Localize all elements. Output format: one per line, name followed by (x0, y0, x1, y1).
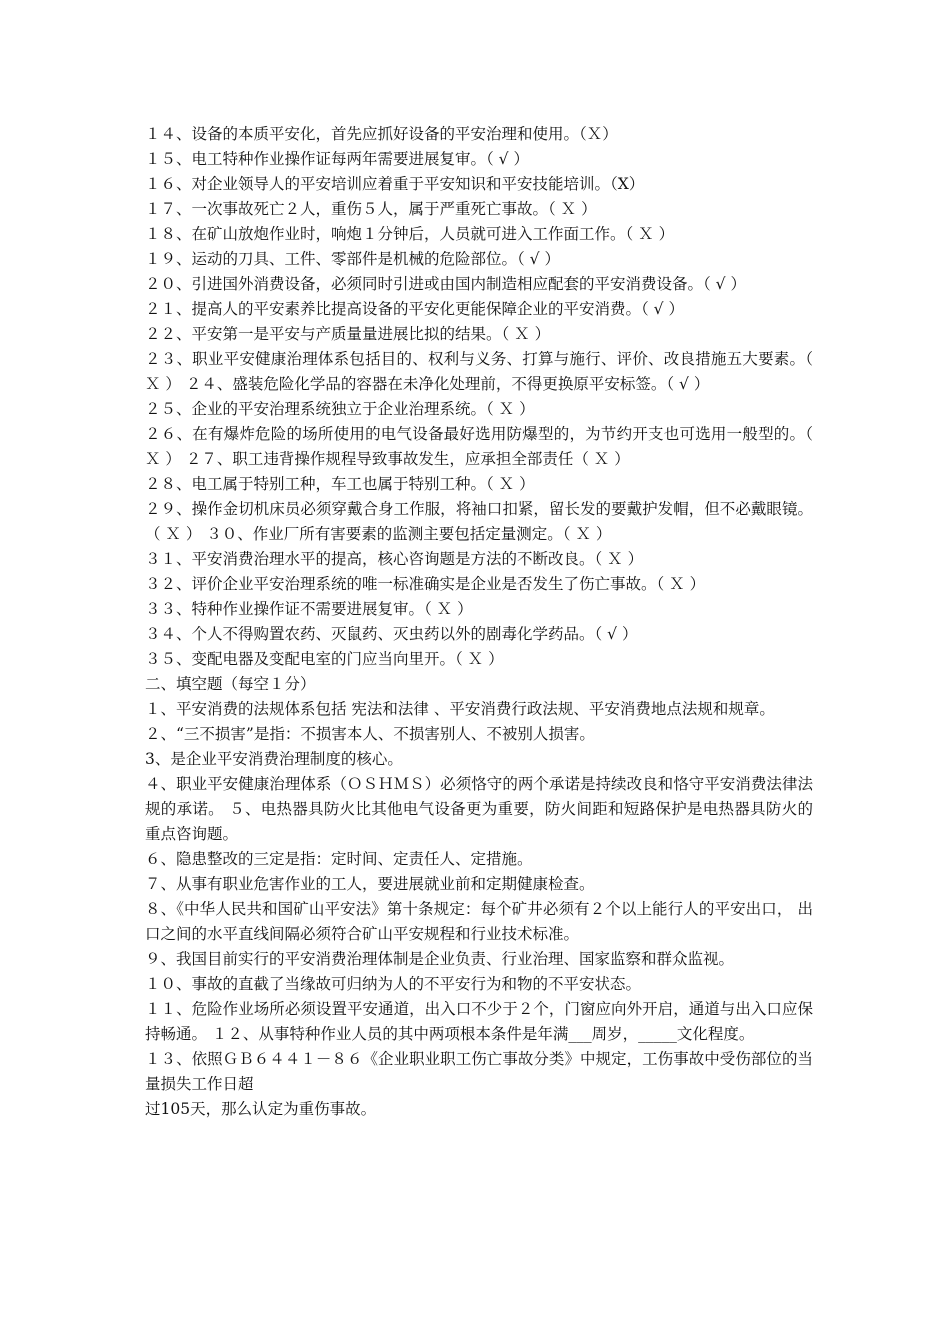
question-34: ３４、个人不得购置农药、灭鼠药、灭虫药以外的剧毒化学药品。（ √ ） (145, 625, 638, 643)
question-18: １８、在矿山放炮作业时，响炮１分钟后，人员就可进入工作面工作。（ Ｘ ） (145, 225, 675, 243)
fill-4-5: ４、职业平安健康治理体系（ＯＳＨＭＳ）必须恪守的两个承诺是持续改良和恪守平安消费法律法规的承诺。 ５、电热器具防火比其他电气设备更为重要，防火间距和短路保护是电热器具防火的重点咨询题。 (145, 775, 813, 843)
fill-11-12: １１、危险作业场所必须设置平安通道，出入口不少于２个，门窗应向外开启，通道与出入口应保持畅通。 １２、从事特种作业人员的其中两项根本条件是年满___周岁，_____文化程度。 (145, 1000, 813, 1043)
fill-13-continued: 过105天，那么认定为重伤事故。 (145, 1100, 377, 1118)
question-14: １４、设备的本质平安化，首先应抓好设备的平安治理和使用。（Ｘ） (145, 125, 618, 143)
question-32: ３２、评价企业平安治理系统的唯一标准确实是企业是否发生了伤亡事故。（ Ｘ ） (145, 575, 706, 593)
section-heading-fill-in: 二、填空题（每空１分） (145, 675, 316, 693)
fill-2: ２、“三不损害”是指：不损害本人、不损害别人、不被别人损害。 (145, 725, 595, 743)
question-21: ２１、提高人的平安素养比提高设备的平安化更能保障企业的平安消费。（ √ ） (145, 300, 684, 318)
question-17: １７、一次事故死亡２人，重伤５人，属于严重死亡事故。（ Ｘ ） (145, 200, 597, 218)
question-22: ２２、平安第一是平安与产质量量进展比拟的结果。（ Ｘ ） (145, 325, 551, 343)
question-31: ３１、平安消费治理水平的提高，核心咨询题是方法的不断改良。（ Ｘ ） (145, 550, 644, 568)
question-20: ２０、引进国外消费设备，必须同时引进或由国内制造相应配套的平安消费设备。（ √ ） (145, 275, 746, 293)
fill-1: １、平安消费的法规体系包括 宪法和法律 、平安消费行政法规、平安消费地点法规和规章。 (145, 700, 775, 718)
question-23-24: ２３、职业平安健康治理体系包括目的、权利与义务、打算与施行、评价、改良措施五大要素。（ Ｘ ） ２４、盛装危险化学品的容器在未净化处理前，不得更换原平安标签。（ √ ） (145, 350, 813, 393)
question-26-27: ２６、在有爆炸危险的场所使用的电气设备最好选用防爆型的，为节约开支也可选用一般型的。（ Ｘ ） ２７、职工违背操作规程导致事故发生，应承担全部责任（ Ｘ ） (145, 425, 813, 468)
fill-7: ７、从事有职业危害作业的工人，要进展就业前和定期健康检查。 (145, 875, 595, 893)
question-15: １５、电工特种作业操作证每两年需要进展复审。（ √ ） (145, 150, 529, 168)
fill-3: 3、是企业平安消费治理制度的核心。 (145, 750, 403, 768)
question-19: １９、运动的刀具、工件、零部件是机械的危险部位。（ √ ） (145, 250, 560, 268)
fill-6: ６、隐患整改的三定是指：定时间、定责任人、定措施。 (145, 850, 533, 868)
fill-10: １０、事故的直截了当缘故可归纳为人的不平安行为和物的不平安状态。 (145, 975, 642, 993)
question-29-30: ２９、操作金切机床员必须穿戴合身工作服，将袖口扣紧，留长发的要戴护发帽，但不必戴眼镜。（ Ｘ ） ３０、作业厂所有害要素的监测主要包括定量测定。（ Ｘ ） (145, 500, 813, 543)
question-25: ２５、企业的平安治理系统独立于企业治理系统。（ Ｘ ） (145, 400, 535, 418)
question-33: ３３、特种作业操作证不需要进展复审。（ Ｘ ） (145, 600, 473, 618)
fill-9: ９、我国目前实行的平安消费治理体制是企业负责、行业治理、国家监察和群众监视。 (145, 950, 735, 968)
question-16: １６、对企业领导人的平安培训应着重于平安知识和平安技能培训。（X） (145, 175, 645, 193)
fill-13: １３、依照ＧＢ６４４１－８６《企业职业职工伤亡事故分类》中规定，工伤事故中受伤部位的当量损失工作日超 (145, 1050, 813, 1093)
question-28: ２８、电工属于特别工种，车工也属于特别工种。（ Ｘ ） (145, 475, 535, 493)
question-35: ３５、变配电器及变配电室的门应当向里开。（ Ｘ ） (145, 650, 504, 668)
fill-8: ８、《中华人民共和国矿山平安法》第十条规定：每个矿井必须有２个以上能行人的平安出口， 出口之间的水平直线间隔必须符合矿山平安规程和行业技术标准。 (145, 900, 813, 943)
document-body (145, 122, 813, 1122)
